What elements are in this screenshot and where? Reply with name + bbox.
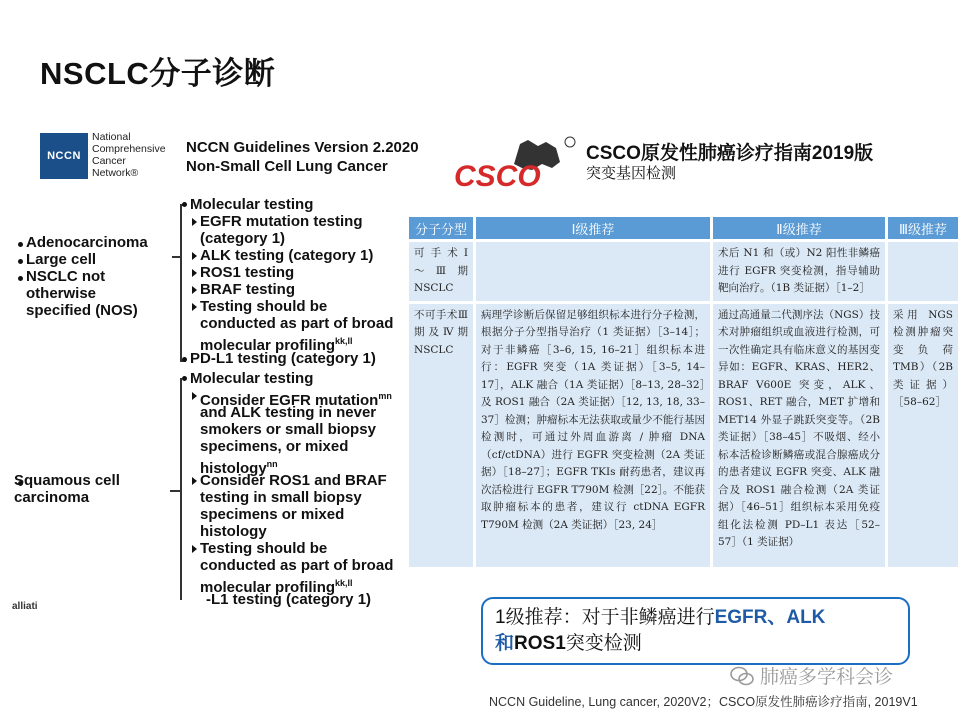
callout-text: 突变检测	[565, 633, 642, 654]
test-item: specimens, or mixed	[200, 438, 349, 455]
callout-text: 1级推荐：对于非鳞癌进行	[495, 607, 715, 628]
watermark-text: 肺癌多学科会诊	[760, 667, 894, 688]
bullet-dot	[18, 276, 23, 281]
org-line: Network®	[92, 167, 139, 179]
table-cell	[476, 242, 710, 301]
test-item: ROS1 testing	[200, 264, 295, 281]
test-item: Testing should be	[200, 298, 328, 315]
table-row	[409, 304, 958, 568]
test-item-text: Consider EGFR mutation	[200, 392, 379, 409]
connector-line	[180, 204, 182, 361]
molecular-testing-label: Molecular testing	[190, 196, 314, 213]
table-cell: 不可手术Ⅲ期及Ⅳ期 NSCLC	[409, 304, 473, 568]
callout-bold: ROS1	[514, 633, 566, 654]
csco-title: CSCO原发性肺癌诊疗指南2019版	[586, 143, 874, 164]
arrow-icon	[192, 392, 197, 400]
org-line: Cancer	[92, 155, 126, 167]
arrow-icon	[192, 545, 197, 553]
test-item-text: molecular profiling	[200, 337, 336, 354]
slide-title: NSCLC分子诊断	[40, 56, 276, 91]
test-item: conducted as part of broad	[200, 557, 394, 574]
nccn-logo: NCCN	[40, 133, 88, 179]
histology-type: Large cell	[26, 251, 97, 268]
footnote-ref: kk,ll	[335, 336, 353, 346]
test-item: and ALK testing in never	[200, 404, 377, 421]
nccn-version	[186, 138, 419, 176]
arrow-icon	[192, 218, 197, 226]
test-item: BRAF testing	[200, 281, 295, 298]
footnote-ref: kk,ll	[335, 578, 353, 588]
histology-type: carcinoma	[14, 489, 90, 506]
pdl1-testing: PD-L1 testing (category 1)	[190, 350, 376, 367]
callout-highlight: EGFR、ALK	[714, 607, 826, 628]
test-item: smokers or small biopsy	[200, 421, 376, 438]
csco-recommendation-table	[406, 214, 960, 570]
histology-type: NSCLC not	[26, 268, 106, 285]
column-header: Ⅰ级推荐	[476, 217, 710, 239]
bullet-dot	[18, 259, 23, 264]
cutoff-text: alliati	[12, 601, 38, 612]
histology-type: otherwise	[26, 285, 97, 302]
connector-line	[170, 490, 180, 492]
test-item: testing in small biopsy	[200, 489, 362, 506]
bullet-dot	[18, 242, 23, 247]
table-cell: 术后 N1 和（或）N2 阳性非鳞癌进行 EGFR 突变检测，指导辅助靶向治疗。（1B 类证据）［1–2］	[713, 242, 885, 301]
test-item: ALK testing (category 1)	[200, 247, 374, 264]
callout-highlight: 和	[495, 633, 515, 654]
citation: NCCN Guideline, Lung cancer, 2020V2；CSCO原发性肺癌诊疗指南, 2019V1	[489, 695, 918, 709]
footnote-ref: mn	[378, 391, 392, 401]
table-cell	[888, 242, 958, 301]
arrow-icon	[192, 269, 197, 277]
summary-callout	[481, 597, 910, 665]
test-item: specimens or mixed	[200, 506, 345, 523]
connector-line	[180, 378, 182, 600]
bullet-dot	[182, 357, 187, 362]
test-item: conducted as part of broad	[200, 315, 394, 332]
table-cell: 病理学诊断后保留足够组织标本进行分子检测，根据分子分型指导治疗（1 类证据）［3–14］；对于非鳞癌［3–6, 15, 16–21］组织标本进行：EGFR 突变（1A 类证据）［3–5, 14–17］，ALK 融合（1A 类证据）［8–13, 28–32］及 ROS1 融合（2A 类证据）［12, 13, 18, 33–37］检测；肿瘤标本无法获取或量少不能行基因检测时，可通过外周血游离 / 肿瘤 DNA（cf/ctDNA）进行 EGFR 突变检测（2A 类证据）［18–27］；EGFR TKIs 耐药患者，建议再次活检进行 EGFR T790M 检测［22］。不能获取肿瘤标本的患者，建议行 ctDNA EGFR T790M 检测（2A 类证据）［23, 24］	[476, 304, 710, 568]
csco-subtitle: 突变基因检测	[586, 165, 677, 182]
table-header-row	[409, 217, 958, 239]
table-row	[409, 242, 958, 301]
histology-type: specified (NOS)	[26, 302, 138, 319]
bullet-dot	[182, 202, 187, 207]
guideline-name: Non-Small Cell Lung Cancer	[186, 158, 388, 175]
arrow-icon	[192, 303, 197, 311]
table-cell: 采用 NGS 检测肿瘤突变负荷 TMB）（2B 类证据）［58–62］	[888, 304, 958, 568]
nccn-org-name	[92, 131, 166, 179]
test-item-text: molecular profiling	[200, 579, 336, 596]
logo-text: CSCO	[454, 160, 541, 192]
test-item: EGFR mutation testing	[200, 213, 363, 230]
arrow-icon	[192, 252, 197, 260]
footnote-ref: nn	[266, 459, 278, 469]
pdl1-testing: -L1 testing (category 1)	[206, 591, 372, 608]
watermark	[730, 662, 893, 689]
test-item-text: histology	[200, 460, 267, 477]
org-line: Comprehensive	[92, 143, 166, 155]
test-item: Consider ROS1 and BRAF	[200, 472, 387, 489]
arrow-icon	[192, 286, 197, 294]
org-line: National	[92, 131, 131, 143]
test-item: Testing should be	[200, 540, 328, 557]
version-line: NCCN Guidelines Version 2.2020	[186, 139, 419, 156]
test-item: histology	[200, 523, 267, 540]
wechat-icon	[730, 666, 754, 686]
table-cell: 可 手 术 Ⅰ～Ⅲ期 NSCLC	[409, 242, 473, 301]
column-header: Ⅱ级推荐	[713, 217, 885, 239]
column-header: Ⅲ级推荐	[888, 217, 958, 239]
column-header: 分子分型	[409, 217, 473, 239]
arrow-icon	[192, 477, 197, 485]
histology-type: Squamous cell	[14, 472, 120, 489]
bullet-dot	[182, 376, 187, 381]
csco-logo	[452, 134, 582, 192]
nccn-flow-diagram	[10, 196, 410, 616]
molecular-testing-label: Molecular testing	[190, 370, 314, 387]
histology-type: Adenocarcinoma	[26, 234, 148, 251]
connector-line	[172, 256, 180, 258]
table-cell: 通过高通量二代测序法（NGS）技术对肿瘤组织或血液进行检测，可一次性确定具有临床意义的基因变异如：EGFR、KRAS、HER2、BRAF V600E 突变，ALK、ROS1、RET 融合，MET 扩增和 MET14 外显子跳跃突变等。（2B 类证据）［38–45］不吸烟、经小标本活检诊断鳞癌或混合腺癌成分的患者建议 EGFR 突变、ALK 融合及 ROS1 融合检测（2A 类证据）［46–51］组织标本采用免疫组化法检测 PD–L1 表达［52–57］（1 类证据）	[713, 304, 885, 568]
test-item: (category 1)	[200, 230, 286, 247]
registered-mark-icon	[565, 137, 575, 147]
